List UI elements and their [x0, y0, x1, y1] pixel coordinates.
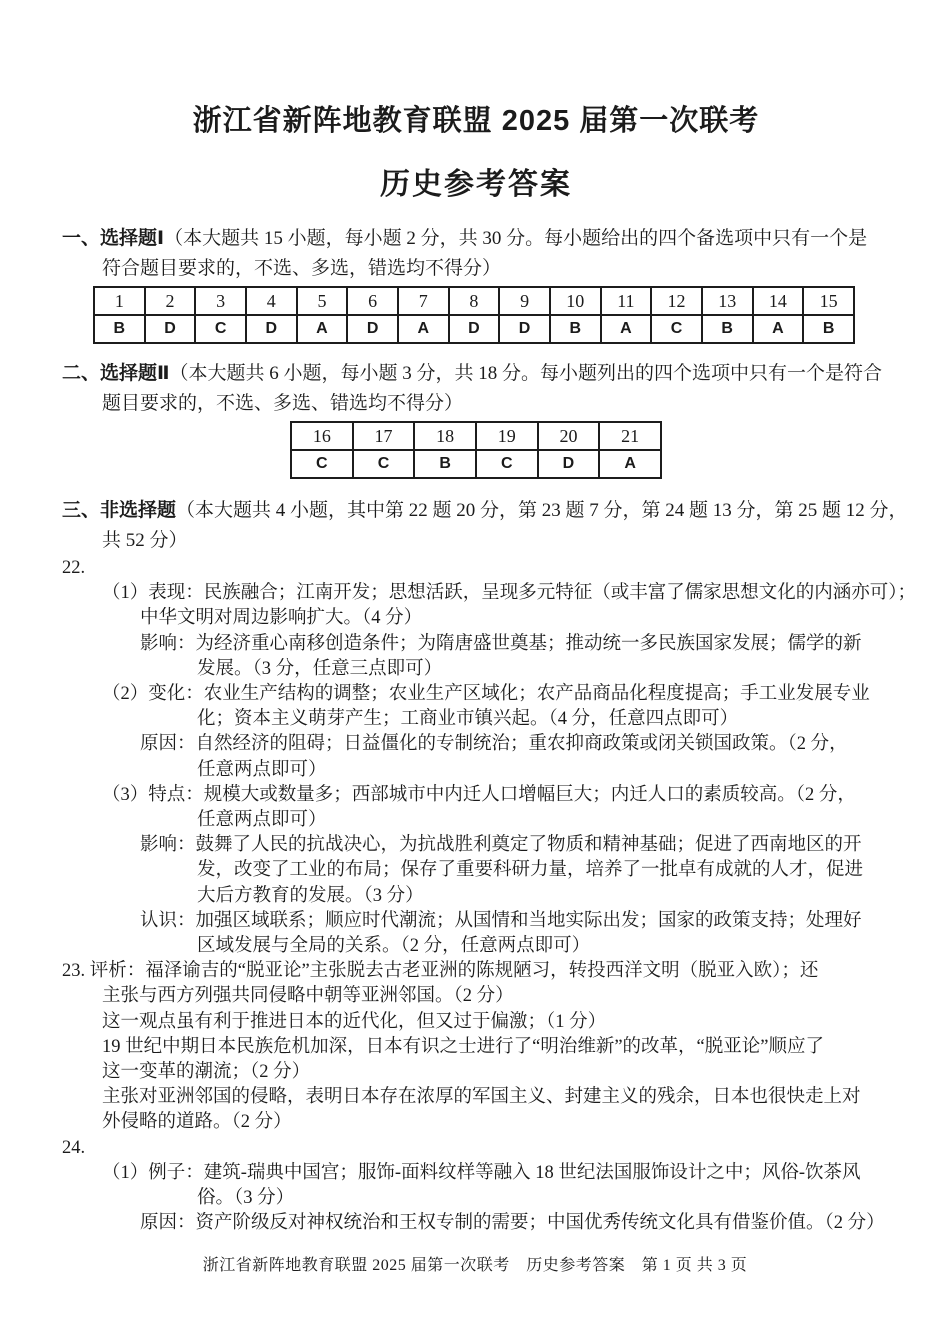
question-number-cell: 10	[550, 287, 601, 315]
section1-heading-line: 符合题目要求的，不选、多选，错选均不得分）	[102, 258, 502, 279]
answer-line: 中华文明对周边影响扩大。（4 分）	[140, 608, 423, 629]
question-number-cell: 5	[297, 287, 348, 315]
answer-line: 化；资本主义萌芽产生；工商业市镇兴起。（4 分，任意四点即可）	[197, 709, 739, 730]
section1-heading-line-bold: 一、选择题Ⅰ	[62, 228, 165, 249]
question-number-cell: 15	[803, 287, 854, 315]
answer-line: 23. 评析：福泽谕吉的“脱亚论”主张脱去古老亚洲的陈规陋习，转投西洋文明（脱亚入欧）；还	[62, 961, 819, 982]
answer-line: 19 世纪中期日本民族危机加深，日本有识之士进行了“明治维新”的改革，“脱亚论”顺应了	[102, 1036, 824, 1057]
answer-letter-row	[94, 315, 854, 343]
exam-title: 浙江省新阵地教育联盟 2025 届第一次联考	[192, 105, 760, 137]
answer-line: （1）表现：民族融合；江南开发；思想活跃，呈现多元特征（或丰富了儒家思想文化的内涵亦可）；	[102, 583, 917, 604]
question-number-cell: 8	[449, 287, 500, 315]
answer-letter-cell: B	[702, 315, 753, 343]
question-number-cell: 20	[538, 422, 600, 450]
question-number-cell: 1	[94, 287, 145, 315]
answer-letter-row	[291, 450, 661, 478]
answer-line: （1）例子：建筑-瑞典中国宫；服饰-面料纹样等融入 18 世纪法国服饰设计之中；风俗-饮茶风	[102, 1162, 861, 1183]
section2-heading-line: 题目要求的，不选、多选、错选均不得分）	[102, 393, 464, 414]
answer-letter-cell: D	[449, 315, 500, 343]
choice-answers-table-2	[290, 421, 662, 479]
answer-line: （3）特点：规模大或数量多；西部城市中内迁人口增幅巨大；内迁人口的素质较高。（2 分，	[102, 784, 856, 805]
answer-letter-cell: C	[195, 315, 246, 343]
section3-heading	[62, 496, 908, 556]
question-number-row	[291, 422, 661, 450]
answer-letter-cell: C	[651, 315, 702, 343]
section2-heading-line-bold: 二、选择题Ⅱ	[62, 363, 170, 384]
question-number-cell: 12	[651, 287, 702, 315]
answer-letter-cell: D	[538, 450, 600, 478]
answer-line: 影响：鼓舞了人民的抗战决心，为抗战胜利奠定了物质和精神基础；促进了西南地区的开	[140, 835, 862, 856]
answer-line: 发展。（3 分，任意三点即可）	[197, 658, 443, 679]
question-number-cell: 18	[414, 422, 476, 450]
question-number-cell: 3	[195, 287, 246, 315]
answer-letter-cell: A	[753, 315, 804, 343]
free-response-answers	[62, 556, 917, 1236]
section2-heading	[62, 359, 890, 419]
question-number-cell: 16	[291, 422, 353, 450]
question-number-cell: 13	[702, 287, 753, 315]
answer-line: 发，改变了工业的布局；保存了重要科研力量，培养了一批卓有成就的人才，促进	[197, 860, 864, 881]
answer-letter-cell: B	[414, 450, 476, 478]
answer-line: 22.	[62, 558, 86, 578]
question-number-cell: 19	[476, 422, 538, 450]
question-number-cell: 2	[145, 287, 196, 315]
question-number-cell: 9	[499, 287, 550, 315]
answer-line: 原因：自然经济的阻碍；日益僵化的专制统治；重农抑商政策或闭关锁国政策。（2 分，	[140, 734, 848, 755]
answer-letter-cell: C	[476, 450, 538, 478]
question-number-cell: 11	[601, 287, 652, 315]
answer-letter-cell: D	[499, 315, 550, 343]
answer-letter-cell: C	[291, 450, 353, 478]
page-footer: 浙江省新阵地教育联盟 2025 届第一次联考 历史参考答案 第 1 页 共 3 页	[202, 1257, 748, 1274]
answer-letter-cell: C	[353, 450, 415, 478]
answer-line: 俗。（3 分）	[197, 1188, 295, 1209]
answer-letter-cell: B	[550, 315, 601, 343]
answer-letter-cell: A	[601, 315, 652, 343]
section1-heading	[62, 224, 890, 284]
question-number-cell: 6	[347, 287, 398, 315]
answer-line: 外侵略的道路。（2 分）	[102, 1112, 292, 1133]
choice-answers-table-1	[93, 286, 855, 344]
question-number-cell: 4	[246, 287, 297, 315]
answer-line: 任意两点即可）	[197, 759, 327, 780]
section3-heading-line-bold: 三、非选择题	[62, 500, 177, 521]
question-number-cell: 17	[353, 422, 415, 450]
answer-line: 主张对亚洲邻国的侵略，表明日本存在浓厚的军国主义、封建主义的残余，日本也很快走上对	[102, 1087, 861, 1108]
answer-letter-cell: D	[145, 315, 196, 343]
section1-heading-line: 一、选择题Ⅰ（本大题共 15 小题，每小题 2 分，共 30 分。每小题给出的四个备选项中只有一个是	[62, 228, 868, 249]
answer-letter-cell: D	[246, 315, 297, 343]
answer-line: 24.	[62, 1137, 86, 1158]
answer-letter-cell: A	[599, 450, 661, 478]
answer-line: 原因：资产阶级反对神权统治和王权专制的需要；中国优秀传统文化具有借鉴价值。（2 分）	[140, 1213, 885, 1234]
answer-letter-cell: B	[94, 315, 145, 343]
section3-heading-line: 共 52 分）	[102, 530, 188, 551]
question-number-cell: 7	[398, 287, 449, 315]
answer-line: 区域发展与全局的关系。（2 分，任意两点即可）	[197, 936, 591, 957]
section3-heading-line: 三、非选择题（本大题共 4 小题，其中第 22 题 20 分，第 23 题 7 分，第 24 题 13 分，第 25 题 12 分，	[62, 500, 908, 521]
question-number-cell: 14	[753, 287, 804, 315]
answer-letter-cell: A	[297, 315, 348, 343]
answer-line: 任意两点即可）	[197, 810, 327, 831]
answer-line: 这一变革的潮流；（2 分）	[102, 1062, 311, 1083]
question-number-cell: 21	[599, 422, 661, 450]
answer-letter-cell: D	[347, 315, 398, 343]
answer-key-subtitle: 历史参考答案	[380, 168, 572, 201]
question-number-row	[94, 287, 854, 315]
answer-line: 大后方教育的发展。（3 分）	[197, 885, 424, 906]
answer-letter-cell: A	[398, 315, 449, 343]
answer-line: 认识：加强区域联系；顺应时代潮流；从国情和当地实际出发；国家的政策支持；处理好	[140, 910, 862, 931]
answer-line: 这一观点虽有利于推进日本的近代化，但又过于偏激；（1 分）	[102, 1011, 607, 1032]
answer-line: （2）变化：农业生产结构的调整；农业生产区域化；农产品商品化程度提高；手工业发展专业	[102, 684, 870, 705]
section2-heading-line: 二、选择题Ⅱ（本大题共 6 小题，每小题 3 分，共 18 分。每小题列出的四个选项中只有一个是符合	[62, 363, 883, 384]
answer-letter-cell: B	[803, 315, 854, 343]
answer-line: 主张与西方列强共同侵略中朝等亚洲邻国。（2 分）	[102, 986, 514, 1007]
answer-line: 影响：为经济重心南移创造条件；为隋唐盛世奠基；推动统一多民族国家发展；儒学的新	[140, 633, 862, 654]
